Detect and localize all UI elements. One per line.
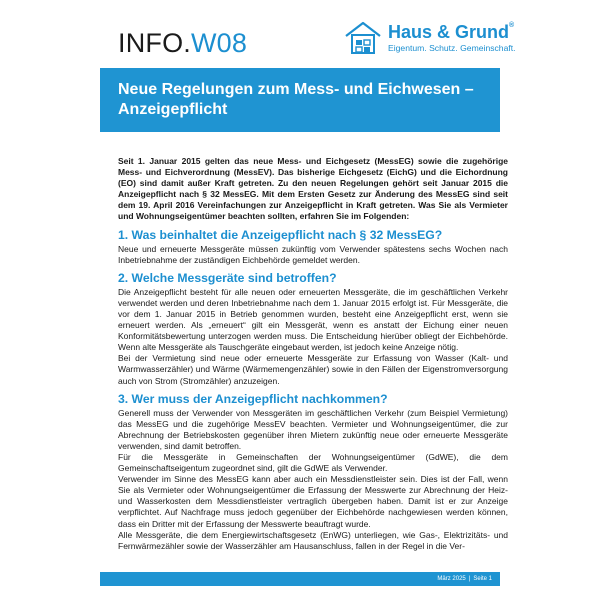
haus-und-grund-logo <box>344 19 516 59</box>
section-heading: 3. Wer muss der Anzeigepflicht nachkommen? <box>118 391 388 406</box>
page-title: Neue Regelungen zum Mess- und Eichwesen – Anzeigepflicht <box>118 81 474 118</box>
house-logo-icon <box>344 21 382 55</box>
section-betroffene-messgeraete <box>118 271 508 387</box>
footer-date: März 2025 <box>437 576 466 582</box>
paragraph: Bei der Vermietung sind neue oder erneuerte Messgeräte zur Erfassung von Wasser (Kalt- und Warmwasserzähler) und Wärme (Wärmemengenzähler) sowie in den Fällen der Eigenstromversorgung auch von Strom (Stromzähler) anzuzeigen. <box>118 353 508 386</box>
section-anzeigepflicht <box>118 228 508 266</box>
logo-tagline: Eigentum. Schutz. Gemeinschaft. <box>388 43 516 53</box>
section-heading: 2. Welche Messgeräte sind betroffen? <box>118 270 337 285</box>
intro-paragraph: Seit 1. Januar 2015 gelten das neue Mess- und Eichgesetz (MessEG) sowie die zugehörige Mess- und Eichverordnung (MessEV). Das bisherige Eichgesetz (EichG) und die Eichordnung (EO) sind damit außer Kraft getreten. Zu den neuen Regelungen gehört seit Januar 2015 die Anzeigepflicht nach § 32 MessEG. Mit dem Ersten Gesetz zur Änderung des MessEG sind seit dem 19. April 2016 Vereinfachungen zur Anzeigepflicht in Kraft getreten. Was Sie als Vermieter und Wohnungseigentümer beachten sollten, erfahren Sie im Folgenden: <box>118 156 508 222</box>
page-number: Seite 1 <box>473 576 492 582</box>
paragraph: Für die Messgeräte in Gemeinschaften der Wohnungseigentümer (GdWE), die dem Gemeinschaftseigentum zugeordnet sind, gilt die GdWE als Verwender. <box>118 451 508 474</box>
title-banner <box>100 68 500 132</box>
paragraph: Generell muss der Verwender von Messgeräten im geschäftlichen Verkehr (zum Beispiel Vermietung) das MessEG und die zugehörige MessEV beachten. Vermieter und Wohnungseigentümer, die zur Abrechnung der Betriebskosten gegenüber ihren Mietern zukünftig neue oder erneuerte Messgeräte verwenden, sind damit betroffen. <box>118 407 508 451</box>
info-code-title <box>118 28 247 59</box>
section-heading: 1. Was beinhaltet die Anzeigepflicht nach § 32 MessEG? <box>118 227 443 242</box>
info-prefix: INFO. <box>118 28 191 58</box>
paragraph: Neue und erneuerte Messgeräte müssen zukünftig vom Verwender spätestens sechs Wochen nach Inbetriebnahme der zuständigen Eichbehörde gemeldet werden. <box>118 243 508 265</box>
document-body <box>118 156 508 557</box>
page-footer <box>100 572 500 586</box>
logo-wordmark: Haus & Grund® <box>388 22 515 42</box>
paragraph: Verwender im Sinne des MessEG kann aber auch ein Messdienstleister sein. Dies ist der Fall, wenn Sie als Vermieter oder Wohnungseigentümer die Erfassung der Messwerte zur Abrechnung der Heiz- und Wasserkosten dem Messdienstleister vertraglich übergeben haben. Damit ist er zur Anzeige verpflichtet. Auf Nachfrage muss jedoch gegenüber der Eichbehörde nachgewiesen werden können, dass ein Dritter mit der Erfassung der Messwerte beauftragt wurde. <box>118 474 508 529</box>
info-code: W08 <box>191 28 248 58</box>
paragraph: Alle Messgeräte, die dem Energiewirtschaftsgesetz (EnWG) unterliegen, wie Gas-, Elektrizitäts- und Fernwärmezähler sowie der Wasserzähler am Hausanschluss, fallen in der Regel in die Ver- <box>118 529 508 551</box>
section-verpflichtete <box>118 392 508 552</box>
paragraph: Die Anzeigepflicht besteht für alle neuen oder erneuerten Messgeräte, die im geschäftlichen Verkehr verwendet werden und deren Inbetriebnahme nach dem 1. Januar 2015 erfolgt ist. Für Messgeräte, die vor dem 1. Januar 2015 in Betrieb genommen wurden, besteht eine Anzeigepflicht erst, wenn sie erneuert werden. Als „erneuert“ gilt ein Messgerät, wenn es anstatt der Eichung einer neuen Konformitätsbewertung unterzogen werden muss. Die Entscheidung hierüber obliegt der Eichbehörde. Wenn alte Messgeräte als Tauschgeräte eingebaut werden, ist jedoch keine Anzeige nötig. <box>118 286 508 353</box>
footer-separator: | <box>468 576 471 582</box>
